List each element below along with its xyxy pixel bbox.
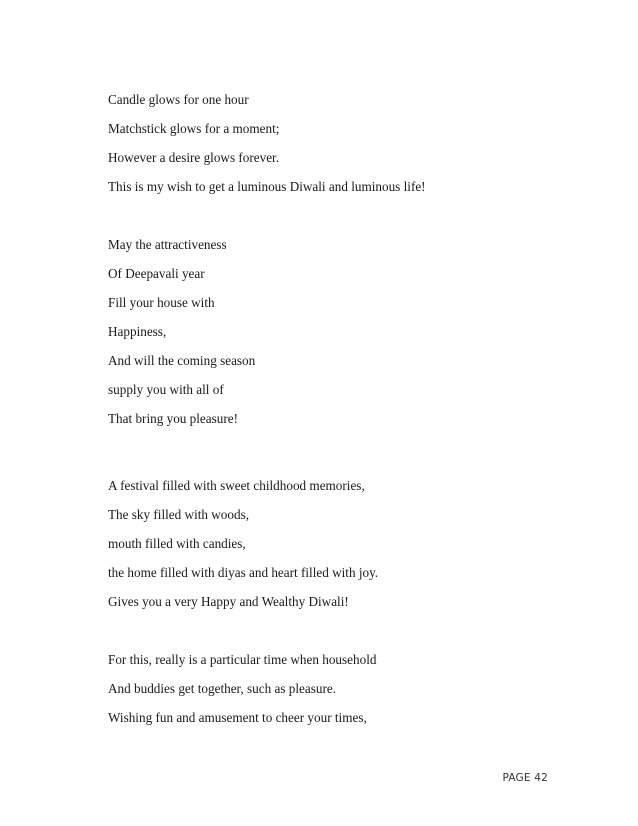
poem-line: May the attractiveness bbox=[108, 237, 227, 252]
poem-line: And will the coming season bbox=[108, 353, 256, 368]
poem-line: This is my wish to get a luminous Diwali and luminous life! bbox=[108, 179, 426, 194]
poem-line: A festival filled with sweet childhood memories, bbox=[108, 478, 365, 493]
poem-line: However a desire glows forever. bbox=[108, 150, 280, 165]
poem-line: Matchstick glows for a moment; bbox=[108, 121, 280, 136]
poem-line: Gives you a very Happy and Wealthy Diwali! bbox=[108, 594, 349, 609]
poem-line: The sky filled with woods, bbox=[108, 507, 250, 522]
poem-line: Fill your house with bbox=[108, 295, 215, 310]
poem-line: Candle glows for one hour bbox=[108, 92, 249, 107]
page-number: PAGE 42 bbox=[502, 772, 548, 784]
poem-line: For this, really is a particular time when household bbox=[108, 652, 377, 667]
poem-line: Happiness, bbox=[108, 324, 167, 339]
poem-line: Of Deepavali year bbox=[108, 266, 205, 281]
poem-line: the home filled with diyas and heart filled with joy. bbox=[108, 565, 379, 580]
poem-line: supply you with all of bbox=[108, 382, 224, 397]
poem-line: Wishing fun and amusement to cheer your times, bbox=[108, 710, 367, 725]
poem-line: mouth filled with candies, bbox=[108, 536, 246, 551]
poem-line: And buddies get together, such as pleasure. bbox=[108, 681, 336, 696]
poem-line: That bring you pleasure! bbox=[108, 411, 239, 426]
